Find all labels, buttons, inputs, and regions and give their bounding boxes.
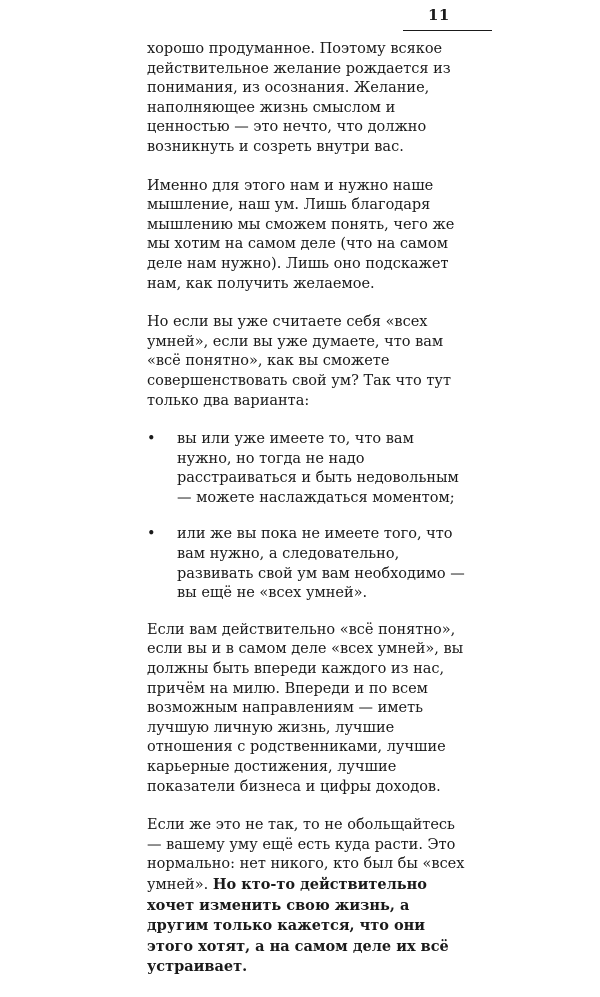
bullet-list: [147, 430, 465, 604]
list-item: [147, 525, 465, 603]
paragraph-5-regular: Если же это не так, то не обольщайтесь — вашему уму ещё есть куда расти. Это нормально: нет никого, кто был бы «всех умней».: [147, 817, 465, 893]
list-item: [147, 430, 465, 508]
paragraph-5: [147, 816, 465, 978]
paragraph-2: Именно для этого нам и нужно наше мышление, наш ум. Лишь благодаря мышлению мы сможем понять, чего же мы хотим на самом деле (что на самом деле нам нужно). Лишь оно подскажет нам, как получить желаемое.: [147, 177, 455, 292]
page-number: 11: [428, 6, 450, 24]
paragraph-3: Но если вы уже считаете себя «всех умней», если вы уже думаете, что вам «всё понятно», как вы сможете совершенствовать свой ум? Так что тут только два варианта:: [147, 314, 451, 409]
list-item-text: или же вы пока не имеете того, что вам нужно, а следовательно, развивать свой ум вам необходимо — вы ещё не «всех умней».: [177, 526, 465, 602]
list-item-text: вы или уже имеете то, что вам нужно, но тогда не надо расстраиваться и быть недовольным — можете наслаждаться моментом;: [177, 431, 459, 506]
header-rule: [403, 30, 492, 31]
paragraph-1: хорошо продуманное. Поэтому всякое действительное желание рождается из понимания, из осознания. Желание, наполняющее жизнь смыслом и ценностью — это нечто, что должно возникнуть и созреть внутри вас.: [147, 41, 451, 155]
page-body: [147, 40, 465, 997]
bullet-icon: •: [147, 431, 156, 448]
paragraph-4: Если вам действительно «всё понятно», если вы и в самом деле «всех умней», вы должны быть впереди каждого из нас, причём на милю. Впереди и по всем возможным направлениям — иметь лучшую личную жизнь, лучшие отношения с родственниками, лучшие карьерные достижения, лучшие показатели бизнеса и цифры доходов.: [147, 621, 464, 795]
paragraph-5-bold: Но кто-то действительно хочет изменить свою жизнь, а другим только кажется, что они этого хотят, а на самом деле их всё устраивает.: [147, 875, 449, 976]
bullet-icon: •: [147, 526, 156, 543]
